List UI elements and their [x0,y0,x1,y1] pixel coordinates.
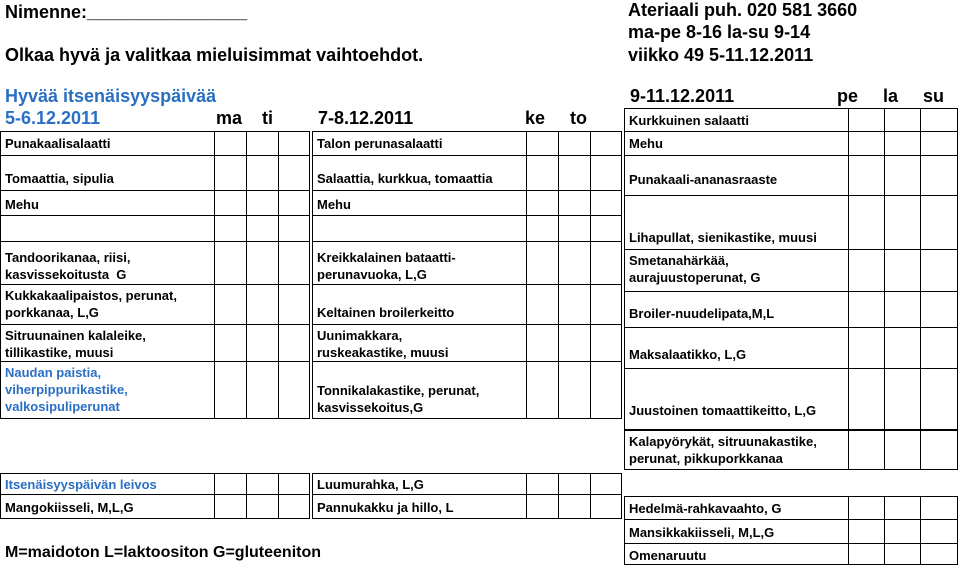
col1-dessert-1: Itsenäisyyspäivän leivos [5,477,157,492]
col1-day-ma: ma [216,108,243,128]
col1-dessert-2: Mangokiisseli, M,L,G [5,500,134,515]
col3-main-6: Kalapyörykät, sitruunakastike, perunat, pikkuporkkanaa [629,434,817,466]
col2-dessert-1: Luumurahka, L,G [317,477,424,492]
col2-drink: Mehu [317,197,351,212]
col2-salad-1: Talon perunasalaatti [317,136,443,151]
col2-main-4: Tonnikalakastike, perunat, kasvissekoitus,G [317,383,480,415]
greeting: Hyvää itsenäisyyspäivää [5,86,217,106]
instruction: Olkaa hyvä ja valitkaa mieluisimmat vaihtoehdot. [5,45,424,65]
col3-dessert-1: Hedelmä-rahkavaahto, G [629,501,782,516]
col1-main-2: Kukkakaalipaistos, perunat, porkkanaa, L,G [5,288,177,320]
col3-main-3: Broiler-nuudelipata,M,L [629,306,775,321]
col1-salad-1: Punakaalisalaatti [5,136,111,151]
col3-day-pe: pe [837,86,859,106]
col3-main-4: Maksalaatikko, L,G [629,347,747,362]
col1-main-3: Sitruunainen kalaleike, tillikastike, muusi [5,328,146,360]
allergen-legend: M=maidoton L=laktoositon G=gluteeniton [5,544,322,561]
col2-date: 7-8.12.2011 [318,108,414,128]
col3-main-1: Lihapullat, sienikastike, muusi [629,230,817,245]
phone-info: Ateriaali puh. 020 581 3660 [628,0,858,20]
col3-dessert-3: Omenaruutu [629,548,707,563]
col3-day-su: su [923,86,945,106]
col2-main-2: Keltainen broilerkeitto [317,305,455,320]
col3-main-2: Smetanahärkää, aurajuustoperunat, G [629,253,761,285]
col1-day-ti: ti [262,108,273,128]
col1-main-4: Naudan paistia, viherpippurikastike, valkosipuliperunat [5,365,128,414]
col3-dessert-2: Mansikkakiisseli, M,L,G [629,525,775,540]
col2-main-1: Kreikkalainen bataatti- perunavuoka, L,G [317,250,456,282]
col2-dessert-2: Pannukakku ja hillo, L [317,500,454,515]
col1-drink: Mehu [5,197,39,212]
col3-salad-1: Kurkkuinen salaatti [629,113,749,128]
col2-day-ke: ke [525,108,546,128]
col1-main-1: Tandoorikanaa, riisi, kasvissekoitusta G [5,250,131,282]
col2-main-3: Uunimakkara, ruskeakastike, muusi [317,328,449,360]
col3-main-5: Juustoinen tomaattikeitto, L,G [629,403,817,418]
col1-salad-2: Tomaattia, sipulia [5,171,114,186]
col3-drink: Mehu [629,136,663,151]
col3-date: 9-11.12.2011 [630,86,735,106]
col3-salad-2: Punakaali-ananasraaste [629,172,778,187]
col2-salad-2: Salaattia, kurkkua, tomaattia [317,171,493,186]
col2-day-to: to [570,108,587,128]
week-info: viikko 49 5-11.12.2011 [628,45,814,65]
col1-date: 5-6.12.2011 [5,108,101,128]
name-label: Nimenne:________________ [5,2,248,22]
col3-day-la: la [883,86,899,106]
opening-hours: ma-pe 8-16 la-su 9-14 [628,22,811,42]
